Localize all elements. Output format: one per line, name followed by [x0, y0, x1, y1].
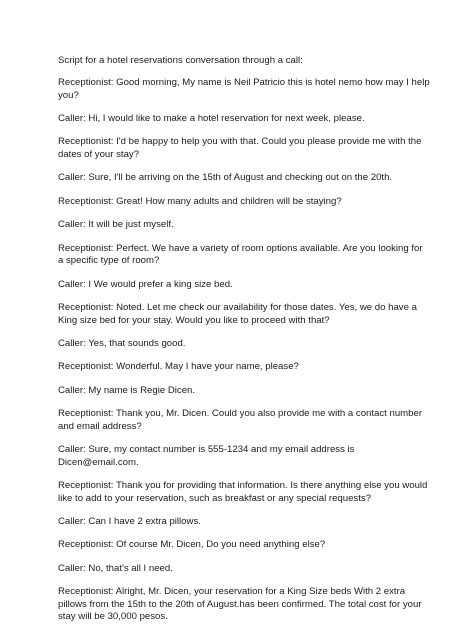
dialogue-line-caller-confirm: Caller: Yes, that sounds good. — [58, 337, 186, 349]
dialogue-line-caller-pillows: Caller: Can I have 2 extra pillows. — [58, 516, 201, 528]
dialogue-line-caller-request: Caller: Hi, I would like to make a hotel reservation for next week, please. — [58, 112, 365, 124]
dialogue-line-receptionist-anything-else: Receptionist: Of course Mr. Dicen, Do you need anything else? — [58, 539, 326, 551]
dialogue-line-receptionist-greeting: Receptionist: Good morning, My name is Neil Patricio this is hotel nemo how may I help you? — [58, 77, 430, 101]
dialogue-line-receptionist-dates: Receptionist: I'd be happy to help you with that. Could you please provide me with the dates of your stay? — [58, 136, 422, 160]
dialogue-line-caller-room-type: Caller: I We would prefer a king size bed. — [58, 278, 233, 290]
dialogue-line-receptionist-name: Receptionist: Wonderful. May I have your name, please? — [58, 361, 299, 373]
dialogue-line-caller-name: Caller: My name is Regie Dicen. — [58, 384, 196, 396]
dialogue-line-receptionist-room-type: Receptionist: Perfect. We have a variety of room options available. Are you looking for a specific type of room? — [58, 242, 423, 267]
document-body — [58, 55, 430, 635]
document-title: Script for a hotel reservations conversation through a call: — [58, 55, 303, 66]
dialogue-line-caller-guests: Caller: It will be just myself. — [58, 219, 174, 231]
dialogue-line-caller-contact: Caller: Sure, my contact number is 555-1234 and my email address is Dicen@email.com. — [58, 444, 355, 468]
dialogue-line-caller-dates: Caller: Sure, I'll be arriving on the 15th of August and checking out on the 20th. — [58, 172, 393, 184]
dialogue-line-caller-done: Caller: No, that's all I need. — [58, 562, 173, 574]
dialogue-line-receptionist-contact: Receptionist: Thank you, Mr. Dicen. Could you also provide me with a contact number and email address? — [58, 408, 423, 432]
dialogue-line-receptionist-guests: Receptionist: Great! How many adults and children will be staying? — [58, 195, 342, 207]
dialogue-line-receptionist-confirmation: Receptionist: Alright, Mr. Dicen, your reservation for a King Size beds With 2 extra pillows from the 15th to the 20th of August.has been confirmed. The total cost for your stay will be 30,000 pesos. — [58, 586, 422, 623]
dialogue-line-receptionist-extras: Receptionist: Thank you for providing that information. Is there anything else you would like to add to your reservation, such as breakfast or any special requests? — [58, 480, 428, 504]
dialogue-line-receptionist-availability: Receptionist: Noted. Let me check our availability for those dates. Yes, we do have a King size bed for your stay. Would you like to proceed with that? — [58, 301, 417, 326]
